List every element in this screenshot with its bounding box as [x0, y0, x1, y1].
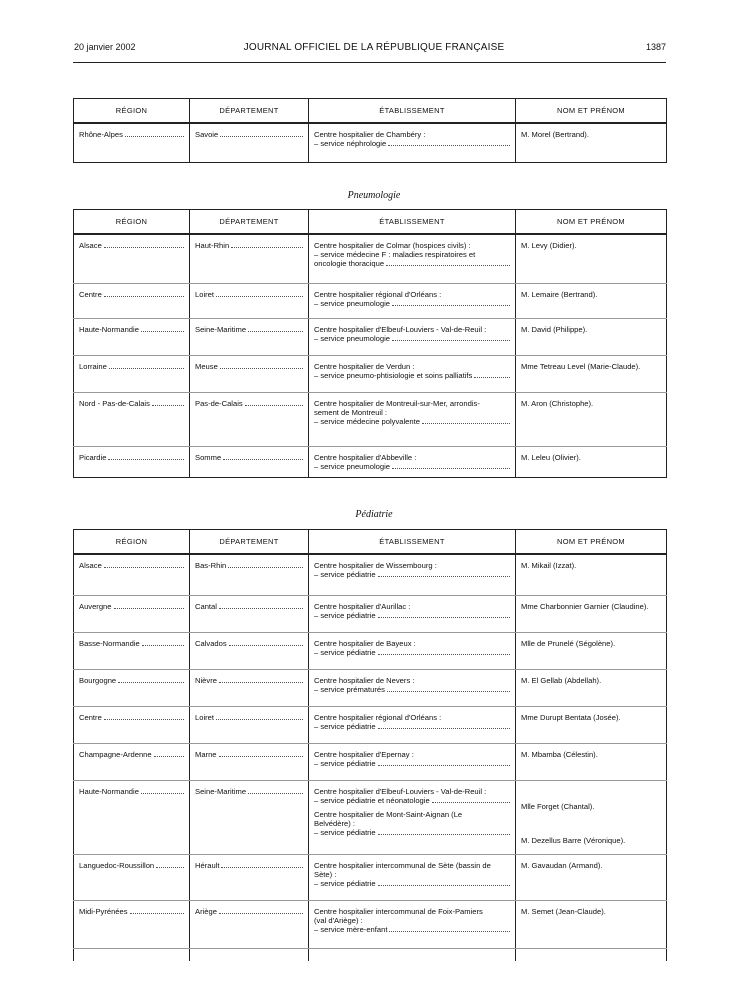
departement-name: Loiret [195, 290, 303, 299]
name-cell [516, 901, 667, 949]
region-name: Basse-Normandie [79, 639, 184, 648]
region-cell [74, 670, 190, 707]
person-name: Mme Charbonnier Garnier (Claudine). [521, 602, 649, 611]
table-pneumologie [73, 209, 667, 478]
etablissement-cell [309, 319, 516, 356]
empty-cell [190, 949, 309, 961]
region-name: Centre [79, 290, 184, 299]
departement-name: Cantal [195, 602, 303, 611]
name-cell [516, 596, 667, 633]
etablissement-line: sement de Montreuil : [314, 408, 388, 417]
etablissement-line: Centre hospitalier d'Aurillac : [314, 602, 411, 611]
service-line: – service pédiatrie [314, 648, 510, 657]
region-cell [74, 447, 190, 478]
section-title-pneumologie: Pneumologie [347, 190, 401, 201]
empty-cell [309, 949, 516, 961]
region-cell [74, 855, 190, 901]
etablissement-line: Centre hospitalier de Mont-Saint-Aignan (Le [314, 810, 463, 819]
etablissement-line: Sète) : [314, 870, 337, 879]
table-row [74, 670, 667, 707]
etablissement-line: Centre hospitalier de Chambéry : [314, 129, 426, 139]
departement-name: Haut-Rhin [195, 241, 303, 250]
column-header-region: RÉGION [74, 210, 190, 234]
table-row [74, 707, 667, 744]
etablissement-cell [309, 781, 516, 855]
service-line: oncologie thoracique [314, 259, 510, 268]
etablissement-cell [309, 744, 516, 781]
departement-cell [190, 234, 309, 284]
region-name: Haute-Normandie [79, 787, 184, 796]
region-cell [74, 393, 190, 447]
departement-name: Marne [195, 750, 303, 759]
table-row-continuation [74, 949, 667, 961]
departement-cell [190, 901, 309, 949]
name-cell [516, 447, 667, 478]
departement-cell [190, 855, 309, 901]
etablissement-line: Centre hospitalier de Wissembourg : [314, 560, 437, 570]
region-name: Alsace [79, 561, 184, 570]
departement-cell [190, 447, 309, 478]
person-name: M. Aron (Christophe). [521, 399, 594, 408]
departement-name: Calvados [195, 639, 303, 648]
service-line: – service pédiatrie [314, 759, 510, 768]
departement-name: Seine-Maritime [195, 787, 303, 796]
column-header-etablissement: ÉTABLISSEMENT [309, 99, 516, 123]
region-name: Champagne-Ardenne [79, 750, 184, 759]
service-line: – service néphrologie [314, 139, 510, 148]
table-row [74, 901, 667, 949]
table-row [74, 123, 667, 163]
person-name: M. Dezellus Barre (Véronique). [521, 836, 626, 845]
etablissement-line: Centre hospitalier d'Epernay : [314, 750, 414, 759]
header-date: 20 janvier 2002 [74, 42, 136, 52]
table-row [74, 319, 667, 356]
region-cell [74, 744, 190, 781]
header-rule [73, 62, 666, 63]
service-line: – service pneumologie [314, 299, 510, 308]
etablissement-line: Belvédère) : [314, 819, 355, 828]
departement-cell [190, 554, 309, 596]
departement-cell [190, 707, 309, 744]
departement-cell [190, 319, 309, 356]
person-name: Mlle Forget (Chantal). [521, 802, 595, 811]
region-name: Haute-Normandie [79, 325, 184, 334]
etablissement-line: (val d'Ariège) : [314, 916, 363, 925]
etablissement-line: Centre hospitalier d'Elbeuf-Louviers - Val-de-Reuil : [314, 787, 487, 796]
table-nephrologie [73, 98, 667, 163]
name-cell [516, 393, 667, 447]
section-title-pediatrie: Pédiatrie [355, 509, 393, 520]
etablissement-cell [309, 356, 516, 393]
name-cell [516, 707, 667, 744]
departement-cell [190, 356, 309, 393]
departement-cell [190, 781, 309, 855]
person-name: M. David (Philippe). [521, 325, 588, 334]
name-cell [516, 234, 667, 284]
region-cell [74, 554, 190, 596]
name-cell [516, 554, 667, 596]
person-name: M. Lemaire (Bertrand). [521, 290, 598, 299]
table-row [74, 284, 667, 319]
person-name: M. Morel (Bertrand). [521, 129, 589, 139]
name-cell [516, 284, 667, 319]
person-name: M. Levy (Didier). [521, 240, 577, 250]
table-row [74, 596, 667, 633]
name-cell [516, 781, 667, 855]
region-cell [74, 284, 190, 319]
person-name: M. Mbamba (Célestin). [521, 750, 598, 759]
service-line: – service mère-enfant [314, 925, 510, 934]
departement-name: Ariège [195, 907, 303, 916]
service-line: – service pédiatrie [314, 611, 510, 620]
column-header-departement: DÉPARTEMENT [190, 530, 309, 554]
name-cell [516, 633, 667, 670]
header-row [74, 99, 667, 123]
person-name: M. Mikail (Izzat). [521, 560, 577, 570]
column-header-departement: DÉPARTEMENT [190, 99, 309, 123]
region-name: Picardie [79, 453, 184, 462]
column-header-etablissement: ÉTABLISSEMENT [309, 530, 516, 554]
name-cell [516, 744, 667, 781]
etablissement-cell [309, 707, 516, 744]
table-row [74, 234, 667, 284]
region-cell [74, 356, 190, 393]
name-cell [516, 319, 667, 356]
etablissement-cell [309, 234, 516, 284]
table-row [74, 744, 667, 781]
region-cell [74, 781, 190, 855]
departement-cell [190, 393, 309, 447]
empty-cell [516, 949, 667, 961]
person-name: M. Gavaudan (Armand). [521, 861, 603, 870]
departement-name: Nièvre [195, 676, 303, 685]
etablissement-cell [309, 123, 516, 163]
table-row [74, 554, 667, 596]
departement-cell [190, 744, 309, 781]
column-header-departement: DÉPARTEMENT [190, 210, 309, 234]
departement-cell [190, 123, 309, 163]
person-name: Mme Tetreau Level (Marie-Claude). [521, 362, 641, 371]
etablissement-line: Centre hospitalier d'Elbeuf-Louviers - Val-de-Reuil : [314, 325, 487, 334]
etablissement-cell [309, 596, 516, 633]
departement-name: Pas-de-Calais [195, 399, 303, 408]
column-header-nom: NOM ET PRÉNOM [516, 99, 667, 123]
table-row [74, 393, 667, 447]
departement-cell [190, 596, 309, 633]
region-cell [74, 633, 190, 670]
service-line: – service pneumologie [314, 462, 510, 471]
departement-cell [190, 670, 309, 707]
table-row [74, 855, 667, 901]
region-cell [74, 901, 190, 949]
departement-name: Seine-Maritime [195, 325, 303, 334]
etablissement-cell [309, 633, 516, 670]
etablissement-line: Centre hospitalier d'Abbeville : [314, 453, 417, 462]
service-line: – service prématurés [314, 685, 510, 694]
header-row [74, 210, 667, 234]
service-line: – service pédiatrie [314, 722, 510, 731]
service-line: – service pneumo-phtisiologie et soins palliatifs [314, 371, 510, 380]
etablissement-line: Centre hospitalier régional d'Orléans : [314, 713, 442, 722]
departement-name: Bas-Rhin [195, 561, 303, 570]
table-pediatrie [73, 529, 667, 961]
table-row [74, 781, 667, 855]
region-name: Centre [79, 713, 184, 722]
person-name: Mlle de Prunelé (Ségolène). [521, 639, 616, 648]
region-name: Alsace [79, 241, 184, 250]
journal-title: JOURNAL OFFICIEL DE LA RÉPUBLIQUE FRANÇAISE [243, 42, 505, 53]
service-line: – service pneumologie [314, 334, 510, 343]
column-header-nom: NOM ET PRÉNOM [516, 210, 667, 234]
region-name: Rhône-Alpes [79, 130, 184, 139]
departement-name: Somme [195, 453, 303, 462]
etablissement-line: Centre hospitalier de Colmar (hospices civils) : [314, 240, 471, 250]
name-cell [516, 855, 667, 901]
table-row [74, 447, 667, 478]
service-line: – service pédiatrie [314, 828, 510, 837]
service-line: – service pédiatrie [314, 879, 510, 888]
etablissement-line: Centre hospitalier intercommunal de Foix-Pamiers [314, 907, 483, 916]
service-line: – service médecine polyvalente [314, 417, 510, 426]
etablissement-cell [309, 393, 516, 447]
name-cell [516, 356, 667, 393]
person-name: M. El Gellab (Abdellah). [521, 676, 602, 685]
empty-cell [74, 949, 190, 961]
page-number: 1387 [645, 42, 666, 52]
etablissement-line: Centre hospitalier de Verdun : [314, 362, 415, 371]
etablissement-line: – service médecine F : maladies respiratoires et [314, 249, 476, 259]
etablissement-cell [309, 855, 516, 901]
name-cell [516, 123, 667, 163]
region-cell [74, 234, 190, 284]
region-name: Nord - Pas-de-Calais [79, 399, 184, 408]
region-name: Midi-Pyrénées [79, 907, 184, 916]
service-line: – service pédiatrie [314, 570, 510, 579]
etablissement-cell [309, 447, 516, 478]
region-cell [74, 707, 190, 744]
etablissement-line: Centre hospitalier de Montreuil-sur-Mer, arrondis- [314, 399, 480, 408]
region-name: Auvergne [79, 602, 184, 611]
column-header-region: RÉGION [74, 530, 190, 554]
name-cell [516, 670, 667, 707]
etablissement-cell [309, 901, 516, 949]
departement-name: Meuse [195, 362, 303, 371]
region-cell [74, 319, 190, 356]
column-header-nom: NOM ET PRÉNOM [516, 530, 667, 554]
etablissement-line: Centre hospitalier de Bayeux : [314, 639, 416, 648]
column-header-region: RÉGION [74, 99, 190, 123]
etablissement-cell [309, 670, 516, 707]
region-name: Languedoc-Roussillon [79, 861, 184, 870]
person-name: M. Semet (Jean-Claude). [521, 907, 606, 916]
person-name: Mme Durupt Bentata (Josée). [521, 713, 621, 722]
departement-cell [190, 284, 309, 319]
etablissement-line: Centre hospitalier régional d'Orléans : [314, 290, 442, 299]
region-name: Bourgogne [79, 676, 184, 685]
region-cell [74, 123, 190, 163]
header-row [74, 530, 667, 554]
table-row [74, 356, 667, 393]
etablissement-cell [309, 554, 516, 596]
departement-name: Hérault [195, 861, 303, 870]
person-name: M. Leleu (Olivier). [521, 453, 581, 462]
table-row [74, 633, 667, 670]
etablissement-cell [309, 284, 516, 319]
etablissement-line: Centre hospitalier intercommunal de Sète (bassin de [314, 861, 491, 870]
column-header-etablissement: ÉTABLISSEMENT [309, 210, 516, 234]
departement-cell [190, 633, 309, 670]
etablissement-line: Centre hospitalier de Nevers : [314, 676, 415, 685]
region-cell [74, 596, 190, 633]
departement-name: Savoie [195, 130, 303, 139]
service-line: – service pédiatrie et néonatologie [314, 796, 510, 805]
departement-name: Loiret [195, 713, 303, 722]
region-name: Lorraine [79, 362, 184, 371]
